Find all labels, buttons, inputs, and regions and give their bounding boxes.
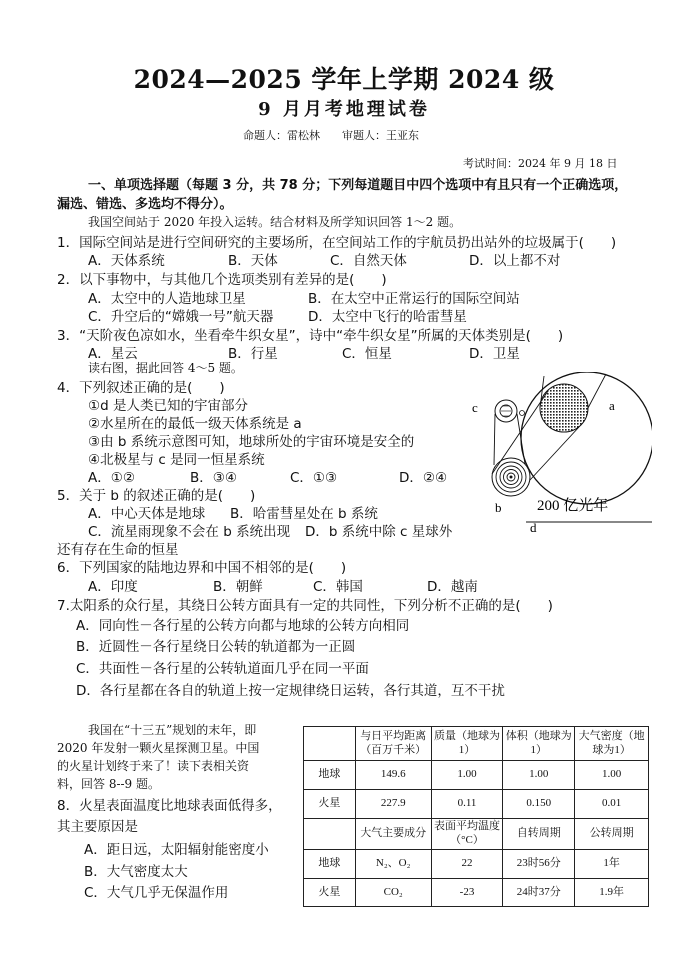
q3-option-d: D．卫星: [469, 346, 520, 362]
q7-option-b: B．近圆性－各行星绕日公转的轨道都为一正圆: [76, 639, 356, 655]
q7-option-a: A．同向性－各行星的公转方向都与地球的公转方向相同: [76, 618, 410, 634]
q3-option-a: A．星云: [88, 346, 138, 362]
exam-subtitle: 9 月月考地理试卷: [258, 99, 430, 120]
cosmic-hierarchy-figure: [466, 372, 652, 540]
q1-option-b: B．天体: [228, 253, 278, 269]
q8-option-a: A．距日远，太阳辐射能密度小: [84, 842, 269, 858]
table-cell: 1.00: [575, 761, 649, 790]
q5-option-d-continuation: 还有存在生命的恒星: [57, 542, 179, 558]
q4-option-d: D．②④: [399, 470, 448, 486]
intro-8-9-line2: 2020 年发射一颗火星探测卫星。中国: [57, 741, 260, 755]
q5-option-b: B．哈雷彗星处在 b 系统: [230, 506, 378, 522]
table-header-cell: [304, 727, 356, 761]
table-cell: 0.11: [431, 790, 503, 819]
q7-option-d: D．各行星都在各自的轨道上按一定规律绕日运转，各行其道，互不干扰: [76, 683, 505, 699]
exam-title: 2024—2025 学年上学期 2024 级: [133, 65, 555, 94]
q6-option-d: D．越南: [427, 579, 478, 595]
q6-stem: 6．下列国家的陆地边界和中国不相邻的是( ): [57, 560, 347, 576]
section-heading-line2: 漏选、错选、多选均不得分）。: [57, 197, 233, 212]
q3-option-c: C．恒星: [342, 346, 392, 362]
exam-time: 考试时间：2024 年 9 月 18 日: [463, 157, 618, 170]
q4-item-2: ②水星所在的最低一级天体系统是 a: [88, 416, 302, 432]
table-header-cell: 大气密度（地球为1）: [575, 727, 649, 761]
q1-option-d: D．以上都不对: [469, 253, 561, 269]
table-cell: 23时56分: [503, 850, 575, 879]
table-cell: 0.01: [575, 790, 649, 819]
table-cell: 0.150: [503, 790, 575, 819]
table-cell: 149.6: [355, 761, 431, 790]
label-b: b: [495, 500, 502, 515]
table-header-cell: 与日平均距离（百万千米）: [355, 727, 431, 761]
q4-item-3: ③由 b 系统示意图可知，地球所处的宇宙环境是安全的: [88, 434, 415, 450]
table-header-row-1: [304, 727, 649, 761]
authors-line: 命题人：雷松林 审题人：王亚东: [243, 129, 419, 142]
q4-option-a: A．①②: [88, 470, 135, 486]
q6-option-a: A．印度: [88, 579, 138, 595]
q4-stem: 4．下列叙述正确的是( ): [57, 380, 225, 396]
label-d: d: [530, 520, 537, 535]
table-header-cell: [304, 819, 356, 850]
table-cell: 1年: [575, 850, 649, 879]
table-cell: N₂、O₂: [355, 850, 431, 879]
q5-option-d: D．b 系统中除 c 星球外: [305, 524, 453, 540]
q7-option-c: C．共面性－各行星的公转轨道面几乎在同一平面: [76, 661, 369, 677]
table-row: [304, 879, 649, 907]
table-cell: 1.00: [431, 761, 503, 790]
q2-option-a: A．太空中的人造地球卫星: [88, 291, 246, 307]
section-heading-line1: 一、单项选择题（每题 3 分，共 78 分；下列每道题目中四个选项中有且只有一个正确选项，: [88, 178, 628, 193]
q3-option-b: B．行星: [228, 346, 278, 362]
intro-8-9-line3: 的火星计划终于来了！读下表相关资: [57, 759, 250, 773]
table-cell: 火星: [304, 879, 356, 907]
table-header-cell: 质量（地球为1）: [431, 727, 503, 761]
q4-item-4: ④北极星与 c 是同一恒星系统: [88, 452, 265, 468]
q8-option-b: B．大气密度太大: [84, 864, 188, 880]
intro-4-5: 读右图，据此回答 4～5 题。: [88, 361, 243, 375]
table-header-cell: 公转周期: [575, 819, 649, 850]
table-header-cell: 体积（地球为1）: [503, 727, 575, 761]
q4-option-b: B．③④: [190, 470, 237, 486]
table-cell: CO₂: [355, 879, 431, 907]
q5-option-a: A．中心天体是地球: [88, 506, 206, 522]
q5-stem: 5．关于 b 的叙述正确的是( ): [57, 488, 256, 504]
q1-stem: 1．国际空间站是进行空间研究的主要场所，在空间站工作的宇航员扔出站外的垃圾属于( ): [57, 235, 617, 251]
table-row: [304, 790, 649, 819]
table-cell: 地球: [304, 850, 356, 879]
q4-item-1: ①d 是人类已知的宇宙部分: [88, 398, 248, 414]
universe-circle-d: [521, 372, 652, 504]
table-cell: 火星: [304, 790, 356, 819]
table-header-cell: 自转周期: [503, 819, 575, 850]
table-row: [304, 761, 649, 790]
q1-option-c: C．自然天体: [330, 253, 407, 269]
intro-1-2: 我国空间站于 2020 年投入运转。结合材料及所学知识回答 1～2 题。: [88, 215, 462, 229]
table-cell: 地球: [304, 761, 356, 790]
earth-mars-table: [303, 726, 649, 907]
table-cell: -23: [431, 879, 503, 907]
q2-option-c: C．升空后的“嫦娥一号”航天器: [88, 309, 274, 325]
label-c: c: [472, 400, 478, 415]
q8-option-c: C．大气几乎无保温作用: [84, 885, 229, 901]
table-cell: 24时37分: [503, 879, 575, 907]
table-cell: 1.9年: [575, 879, 649, 907]
intro-8-9-line4: 料，回答 8--9 题。: [57, 777, 161, 791]
q2-option-b: B．在太空中正常运行的国际空间站: [308, 291, 520, 307]
q1-option-a: A．天体系统: [88, 253, 165, 269]
q6-option-c: C．韩国: [313, 579, 363, 595]
q6-option-b: B．朝鲜: [213, 579, 263, 595]
table-cell: 22: [431, 850, 503, 879]
label-a: a: [609, 398, 615, 413]
table-header-cell: 表面平均温度（°C）: [431, 819, 503, 850]
q3-stem: 3．“天阶夜色凉如水，坐看牵牛织女星”，诗中“牵牛织女星”所属的天体类别是( ): [57, 328, 564, 344]
intro-8-9-line1: 我国在“十三五”规划的末年，即: [88, 723, 257, 737]
q8-stem-line2: 其主要原因是: [57, 819, 138, 835]
table-header-cell: 大气主要成分: [355, 819, 431, 850]
table-cell: 1.00: [503, 761, 575, 790]
table-cell: 227.9: [355, 790, 431, 819]
q7-stem: 7.太阳系的众行星，其绕日公转方面具有一定的共同性，下列分析不正确的是( ): [57, 598, 553, 614]
q5-option-c: C．流星雨现象不会在 b 系统出现: [88, 524, 291, 540]
q8-stem-line1: 8．火星表面温度比地球表面低得多，: [57, 798, 282, 814]
q4-option-c: C．①③: [290, 470, 338, 486]
galaxy-a: [540, 384, 588, 432]
table-header-row-2: [304, 819, 649, 850]
table-row: [304, 850, 649, 879]
q2-option-d: D．太空中飞行的哈雷彗星: [308, 309, 467, 325]
q2-stem: 2．以下事物中，与其他几个选项类别有差异的是( ): [57, 272, 387, 288]
scale-label: 200 亿光年: [537, 498, 609, 514]
